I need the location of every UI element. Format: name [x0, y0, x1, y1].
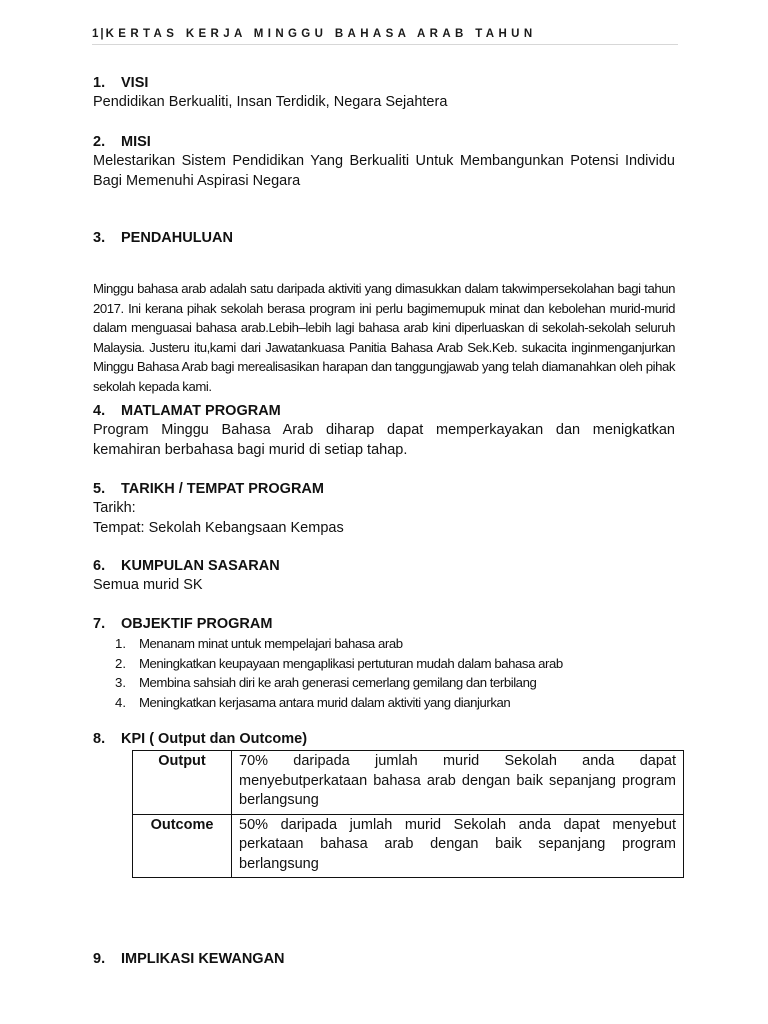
pendahuluan-body: [93, 266, 675, 409]
section-heading: 9. IMPLIKASI KEWANGAN: [93, 951, 285, 967]
section-sasaran: [93, 557, 675, 596]
section-heading: 5. TARIKH / TEMPAT PROGRAM: [93, 481, 324, 497]
kpi-label: Output: [133, 751, 232, 815]
pendahuluan-text: Minggu bahasa arab adalah satu daripada aktiviti yang dimasukkan dalam takwimpersekolahan bagi tahun 2017. Ini kerana pihak sekolah berasa program ini perlu bagimemupuk minat dan kebolehan murid-murid dalam menguasai bahasa arab.Lebih–lebih lagi bahasa arab kini diperluaskan di sekolah-sekolah seluruh Malaysia. Justeru itu,kami dari Jawatankuasa Panitia Bahasa Arab Sek.Keb. sukacita inginmenganjurkan Minggu Bahasa Arab bagi merealisasikan harapan dan tanggungjawab yang telah diamanahkan oleh pihak sekolah kepada kami.: [93, 281, 675, 394]
section-heading: 2. MISI: [93, 134, 151, 150]
section-tarikh: [93, 480, 675, 538]
kpi-table: [132, 750, 684, 878]
section-matlamat: [93, 402, 675, 460]
section-heading: 4. MATLAMAT PROGRAM: [93, 403, 281, 419]
matlamat-text: Program Minggu Bahasa Arab diharap dapat memperkayakan dan menigkatkan kemahiran berbahasa bagi murid di setiap tahap.: [93, 422, 675, 458]
sasaran-text: Semua murid SK: [93, 577, 203, 593]
kpi-label: Outcome: [133, 814, 232, 878]
section-heading: 6. KUMPULAN SASARAN: [93, 558, 280, 574]
header-separator: |: [100, 28, 104, 40]
section-kewangan: [93, 950, 675, 969]
table-row: [133, 814, 684, 878]
list-item: 1. Menanam minat untuk mempelajari bahasa arab: [115, 636, 403, 651]
section-visi: [93, 74, 675, 113]
page-number: 1: [92, 28, 99, 40]
list-item: 4. Meningkatkan kerjasama antara murid dalam aktiviti yang dianjurkan: [115, 694, 511, 710]
list-item: 2. Meningkatkan keupayaan mengaplikasi pertuturan mudah dalam bahasa arab: [115, 655, 563, 671]
section-misi: [93, 133, 675, 191]
list-item: 3. Membina sahsiah diri ke arah generasi cemerlang gemilang dan terbilang: [115, 675, 537, 690]
section-heading: 1. VISI: [93, 75, 149, 91]
misi-text: Melestarikan Sistem Pendidikan Yang Berkualiti Untuk Membangunkan Potensi Individu Bagi Memenuhi Aspirasi Negara: [93, 153, 675, 189]
kpi-description: 70% daripada jumlah murid Sekolah anda dapat menyebutperkataan bahasa arab dengan baik sepanjang program berlangsung: [232, 751, 684, 815]
objective-list: [93, 634, 675, 712]
section-objektif: [93, 615, 675, 712]
visi-text: Pendidikan Berkualiti, Insan Terdidik, Negara Sejahtera: [93, 94, 448, 110]
running-header: [92, 28, 678, 45]
section-pendahuluan: [93, 229, 675, 248]
section-kpi: [93, 730, 675, 749]
section-heading: 8. KPI ( Output dan Outcome): [93, 731, 308, 747]
tarikh-line: Tarikh:: [93, 500, 136, 516]
tempat-line: Tempat: Sekolah Kebangsaan Kempas: [93, 519, 344, 536]
kpi-description: 50% daripada jumlah murid Sekolah anda dapat menyebut perkataan bahasa arab dengan baik sepanjang program berlangsung: [232, 814, 684, 878]
section-heading: 7. OBJEKTIF PROGRAM: [93, 616, 273, 632]
table-row: [133, 751, 684, 815]
document-title: KERTAS KERJA MINGGU BAHASA ARAB TAHUN: [105, 28, 537, 40]
section-heading: 3. PENDAHULUAN: [93, 230, 233, 246]
